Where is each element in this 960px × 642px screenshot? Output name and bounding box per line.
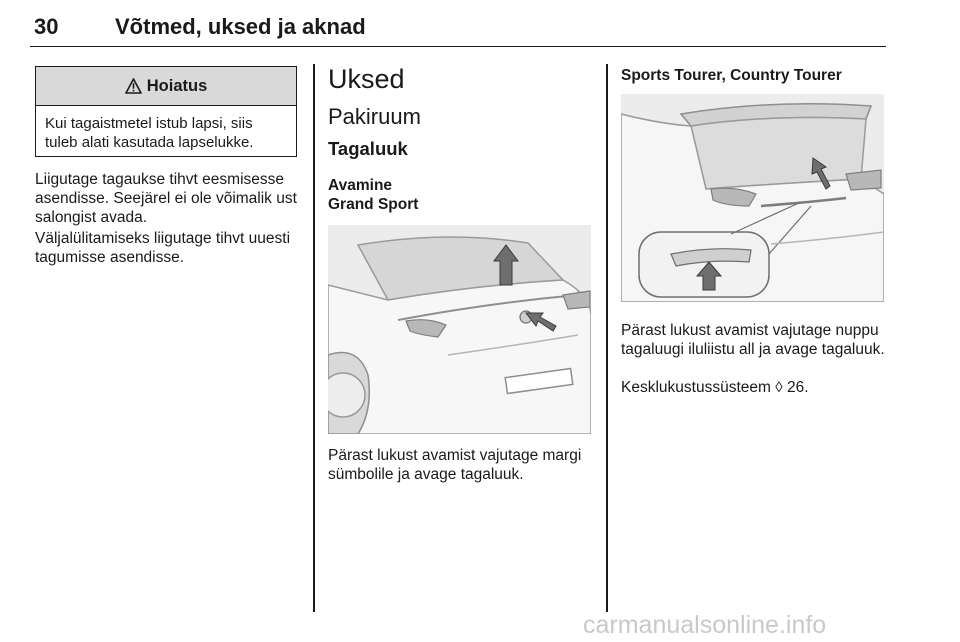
warning-text: Kui tagaistmetel istub lapsi, siis tuleb alati kasutada lapselukke. xyxy=(45,115,254,151)
reference-arrow-icon: ◊ xyxy=(775,379,783,396)
xref-page[interactable]: 26. xyxy=(786,379,809,396)
tailgate-illustration-sports-tourer xyxy=(621,94,884,302)
warning-box xyxy=(35,66,297,157)
warning-title: Hoiatus xyxy=(146,76,208,95)
warning-header xyxy=(36,67,296,106)
subsection-heading: Pakiruum xyxy=(328,104,421,129)
procedure-heading: Avamine xyxy=(328,177,393,194)
figure-caption: Pärast lukust avamist vajutage margi sümbolile ja avage tagaluuk. xyxy=(328,447,582,483)
section-heading: Uksed xyxy=(328,64,405,94)
figure-caption: Pärast lukust avamist vajutage nuppu tagaluugi iluliistu all ja avage tagaluuk. xyxy=(621,322,885,358)
tailgate-illustration-grand-sport xyxy=(328,225,591,434)
cross-reference[interactable] xyxy=(621,378,891,397)
paragraph: Liigutage tagaukse tihvt eesmisesse asendisse. Seejärel ei ole võimalik ust salongist avada. xyxy=(35,171,297,226)
chapter-title: Võtmed, uksed ja aknad xyxy=(115,14,366,39)
watermark: carmanualsonline.info xyxy=(583,611,827,639)
model-heading: Grand Sport xyxy=(328,196,419,213)
page-number: 30 xyxy=(34,14,59,39)
column-divider xyxy=(313,64,315,612)
paragraph: Väljalülitamiseks liigutage tihvt uuesti tagumisse asendisse. xyxy=(35,230,291,266)
warning-triangle-icon xyxy=(125,78,142,94)
topic-heading: Tagaluuk xyxy=(328,138,408,159)
column-divider xyxy=(606,64,608,612)
model-heading: Sports Tourer, Country Tourer xyxy=(621,67,842,84)
xref-text: Kesklukustussüsteem xyxy=(621,379,771,396)
page-header xyxy=(30,4,886,47)
